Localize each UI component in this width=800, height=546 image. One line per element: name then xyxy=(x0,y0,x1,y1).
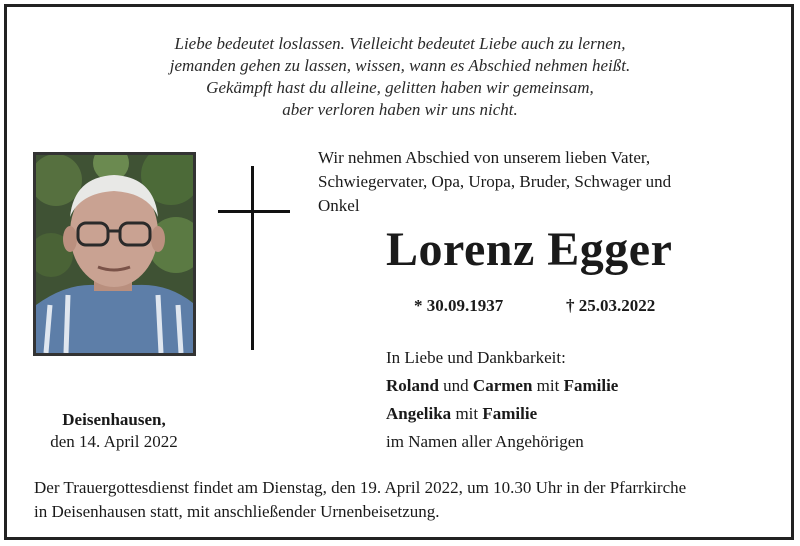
conjunction: und xyxy=(443,376,469,395)
place-and-date xyxy=(20,409,208,453)
mourners-block xyxy=(386,344,618,456)
latin-cross-icon xyxy=(218,166,290,350)
deceased-name: Lorenz Egger xyxy=(386,223,673,276)
mourner-row xyxy=(386,372,618,400)
mourner-name: Angelika xyxy=(386,404,452,423)
intro-line: Schwiegervater, Opa, Uropa, Bruder, Schwager und xyxy=(318,172,672,191)
mourner-name: Roland xyxy=(386,376,439,395)
preposition: mit xyxy=(536,376,560,395)
poem-line: jemanden gehen zu lassen, wissen, wann es Abschied nehmen heißt. xyxy=(169,56,631,75)
mourner-name: Carmen xyxy=(472,376,533,395)
mourners-closing: im Namen aller Angehörigen xyxy=(386,432,584,451)
service-line: in Deisenhausen statt, mit anschließender Urnenbeisetzung. xyxy=(34,502,440,521)
poem-line: Liebe bedeutet loslassen. Vielleicht bedeutet Liebe auch zu lernen, xyxy=(174,34,626,53)
poem-line: aber verloren haben wir uns nicht. xyxy=(282,100,518,119)
service-info xyxy=(34,476,774,524)
mourners-heading: In Liebe und Dankbarkeit: xyxy=(386,348,566,367)
poem-line: Gekämpft hast du alleine, gelitten haben wir gemeinsam, xyxy=(206,78,594,97)
service-line: Der Trauergottesdienst findet am Dienstag, den 19. April 2022, um 10.30 Uhr in der Pfarrkirche xyxy=(34,478,687,497)
poem xyxy=(0,33,800,121)
death-date: † 25.03.2022 xyxy=(566,296,656,315)
family-label: Familie xyxy=(563,376,619,395)
preposition: mit xyxy=(455,404,479,423)
place-date: den 14. April 2022 xyxy=(50,432,178,451)
farewell-intro xyxy=(318,146,748,218)
birth-date: * 30.09.1937 xyxy=(414,296,504,315)
mourner-row xyxy=(386,400,618,428)
intro-line: Wir nehmen Abschied von unserem lieben Vater, xyxy=(318,148,651,167)
family-label: Familie xyxy=(482,404,538,423)
intro-line: Onkel xyxy=(318,196,360,215)
portrait-photo xyxy=(33,152,196,356)
place-town: Deisenhausen, xyxy=(62,410,166,429)
portrait-illustration xyxy=(36,155,193,353)
